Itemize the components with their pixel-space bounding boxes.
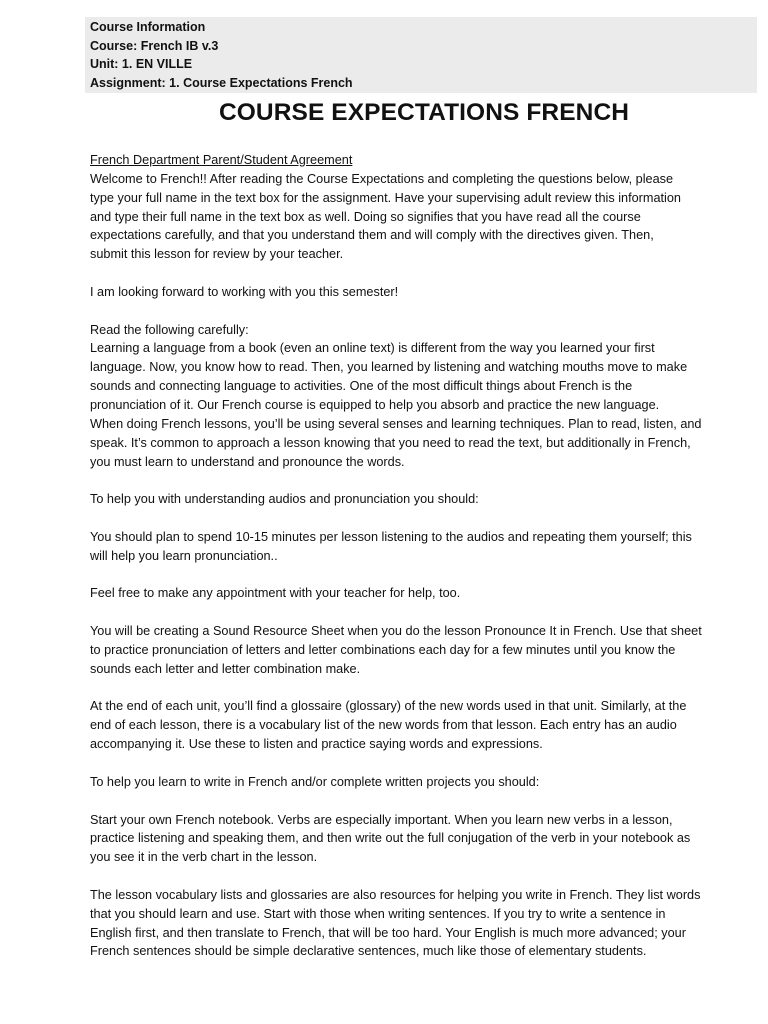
paragraph-line: English first, and then translate to French, that will be too hard. Your English is much more advanced; your — [90, 925, 686, 940]
paragraph-spacer — [90, 264, 756, 283]
paragraph-line: accompanying it. Use these to listen and practice saying words and expressions. — [90, 737, 543, 752]
paragraph-line: will help you learn pronunciation.. — [90, 548, 278, 563]
paragraph-spacer — [90, 509, 756, 528]
paragraph-line: When doing French lessons, you’ll be using several senses and learning techniques. Plan to read, listen, and — [90, 416, 702, 431]
paragraph — [90, 528, 756, 566]
unit-name: Unit: 1. EN VILLE — [90, 57, 193, 72]
paragraph-line: Start your own French notebook. Verbs are especially important. When you learn new verbs in a lesson, — [90, 812, 673, 827]
paragraph-spacer — [90, 302, 756, 321]
page-title: COURSE EXPECTATIONS FRENCH — [218, 99, 630, 126]
paragraph — [90, 697, 756, 754]
paragraph-line: submit this lesson for review by your teacher. — [90, 247, 344, 262]
paragraph-line: Learning a language from a book (even an online text) is different from the way you learned your first — [90, 341, 655, 356]
paragraph — [90, 886, 756, 961]
paragraph — [90, 773, 756, 792]
paragraph-line: At the end of each unit, you’ll find a glossaire (glossary) of the new words used in that unit. Similarly, at the — [90, 699, 687, 714]
paragraph-spacer — [90, 603, 756, 622]
paragraph-line: To help you with understanding audios and pronunciation you should: — [90, 492, 479, 507]
course-name: Course: French IB v.3 — [90, 38, 219, 53]
course-info-label: Course Information — [90, 20, 206, 34]
paragraph-line: you must learn to understand and pronounce the words. — [90, 454, 405, 469]
paragraph — [90, 321, 756, 472]
paragraph-spacer — [90, 754, 756, 773]
paragraph — [90, 170, 756, 264]
paragraph-line: that you should learn and use. Start with those when writing sentences. If you try to write a sentence in — [90, 906, 666, 921]
paragraph-line: The lesson vocabulary lists and glossaries are also resources for helping you write in French. They list words — [90, 887, 701, 902]
paragraph-line: and type their full name in the text box as well. Doing so signifies that you have read all the course — [90, 209, 641, 224]
paragraph — [90, 811, 756, 868]
paragraph-line: sounds and connecting language to activities. One of the most difficult things about French is the — [90, 379, 633, 394]
paragraph-line: French sentences should be simple declarative sentences, much like those of elementary students. — [90, 944, 647, 959]
document-body — [90, 151, 756, 961]
paragraph-line: speak. It’s common to approach a lesson knowing that you need to read the text, but additionally in French, — [90, 435, 691, 450]
agreement-heading: French Department Parent/Student Agreement — [90, 153, 353, 167]
paragraph-line: practice listening and speaking them, and then write out the full conjugation of the verb in your notebook as — [90, 831, 691, 846]
paragraph-line: type your full name in the text box for the assignment. Have your supervising adult review this information — [90, 190, 681, 205]
paragraph-line: you see it in the verb chart in the lesson. — [90, 850, 318, 865]
paragraph-line: sounds each letter and letter combination make. — [90, 661, 361, 676]
paragraph-line: Feel free to make any appointment with your teacher for help, too. — [90, 586, 461, 601]
paragraph — [90, 490, 756, 509]
paragraph-line: To help you learn to write in French and/or complete written projects you should: — [90, 774, 540, 789]
paragraph-line: I am looking forward to working with you this semester! — [90, 284, 399, 299]
course-info-lines — [90, 18, 750, 93]
assignment-name: Assignment: 1. Course Expectations French — [90, 76, 353, 91]
paragraph-spacer — [90, 867, 756, 886]
paragraph-spacer — [90, 471, 756, 490]
paragraph-spacer — [90, 679, 756, 698]
paragraph-line: expectations carefully, and that you understand them and will comply with the directives given. Then, — [90, 228, 654, 243]
paragraph-line: You should plan to spend 10-15 minutes per lesson listening to the audios and repeating them yourself; this — [90, 529, 692, 544]
paragraph-line: pronunciation of it. Our French course is equipped to help you absorb and practice the new language. — [90, 397, 660, 412]
paragraph-spacer — [90, 566, 756, 585]
paragraph-line: Welcome to French!! After reading the Course Expectations and completing the questions below, please — [90, 171, 674, 186]
paragraph — [90, 283, 756, 302]
paragraph-spacer — [90, 792, 756, 811]
paragraph — [90, 584, 756, 603]
paragraph-line: language. Now, you know how to read. Then, you learned by listening and watching mouths move to make — [90, 360, 688, 375]
paragraph-line: to practice pronunciation of letters and letter combinations each day for a few minutes until you know the — [90, 642, 676, 657]
paragraph-line: Read the following carefully: — [90, 322, 249, 337]
paragraph — [90, 622, 756, 679]
paragraph-line: end of each lesson, there is a vocabulary list of the new words from that lesson. Each entry has an audio — [90, 718, 677, 733]
paragraph-line: You will be creating a Sound Resource Sheet when you do the lesson Pronounce It in French. Use that sheet — [90, 624, 702, 639]
